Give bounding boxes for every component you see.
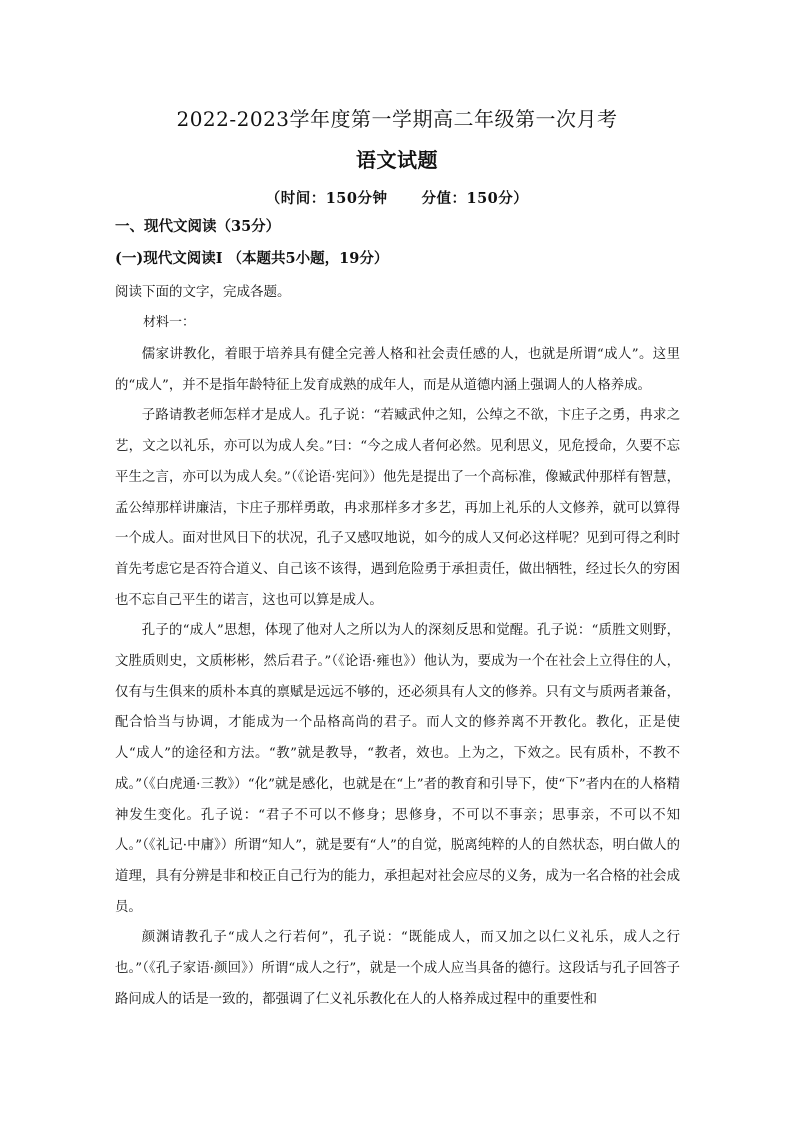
score-info: 分值：150分） — [421, 190, 529, 207]
subsection-heading: (一)现代文阅读Ⅰ （本题共5小题，19分） — [115, 250, 389, 267]
exam-title: 2022-2023学年度第一学期高二年级第一次月考 — [176, 107, 618, 131]
passage-paragraph: 儒家讲教化，着眼于培养具有健全完善人格和社会责任感的人，也就是所谓“成人”。这里的“成人”，并不是指年龄特征上发育成熟的成年人，而是从道德内涵上强调人的人格养成。 — [115, 347, 680, 393]
passage-paragraph: 子路请教老师怎样才是成人。孔子说：“若臧武仲之知，公绰之不欲，卞庄子之勇，冉求之艺，文之以礼乐，亦可以为成人矣。”曰：“今之成人者何必然。见利思义，见危授命，久要不忘平生之言，亦可以为成人矣。”（《论语·宪问》）他先是提出了一个高标准，像臧武仲那样有智慧，孟公绰那样讲廉洁，卞庄子那样勇敢，冉求那样多才多艺，再加上礼乐的人文修养，就可以算得一个成人。面对世风日下的状况，孔子又感叹地说，如今的成人又何必这样呢？见到可得之利时首先考虑它是否符合道义、自己该不该得，遇到危险勇于承担责任，做出牺牲，经过长久的穷困也不忘自己平生的诺言，这也可以算是成人。 — [115, 408, 680, 608]
passage-paragraph: 颜渊请教孔子“成人之行若何”，孔子说：“既能成人，而又加之以仁义礼乐，成人之行也。”（《孔子家语·颜回》）所谓“成人之行”，就是一个成人应当具备的德行。这段话与孔子回答子路问成人的话是一致的，都强调了仁义礼乐教化在人的人格养成过程中的重要性和 — [115, 930, 680, 1007]
time-info: （时间：150分钟 — [265, 190, 388, 207]
exam-meta — [0, 185, 794, 213]
instruction-text: 阅读下面的文字，完成各题。 — [115, 284, 291, 300]
subject-title: 语文试题 — [356, 148, 438, 172]
passage-paragraph: 孔子的“成人”思想，体现了他对人之所以为人的深刻反思和觉醒。孔子说：“质胜文则野，文胜质则史，文质彬彬，然后君子。”（《论语·雍也》）他认为，要成为一个在社会上立得住的人，仅有与生俱来的质朴本真的禀赋是远远不够的，还必须具有人文的修养。只有文与质两者兼备，配合恰当与协调，才能成为一个品格高尚的君子。而人文的修养离不开教化。教化，正是使人“成人”的途径和方法。“教”就是教导，“教者，效也。上为之，下效之。民有质朴，不教不成。”（《白虎通·三教》）“化”就是感化，也就是在“上”者的教育和引导下，使“下”者内在的人格精神发生变化。孔子说：“君子不可以不修身；思修身，不可以不事亲；思事亲，不可以不知人。”（《礼记·中庸》）所谓“知人”，就是要有“人”的自觉，脱离纯粹的人的自然状态，明白做人的道理，具有分辨是非和校正自己行为的能力，承担起对社会应尽的义务，成为一名合格的社会成员。 — [115, 623, 680, 915]
reading-passage — [115, 340, 680, 1015]
section-heading: 一、现代文阅读（35分） — [115, 218, 281, 235]
material-label: 材料一： — [143, 315, 196, 330]
